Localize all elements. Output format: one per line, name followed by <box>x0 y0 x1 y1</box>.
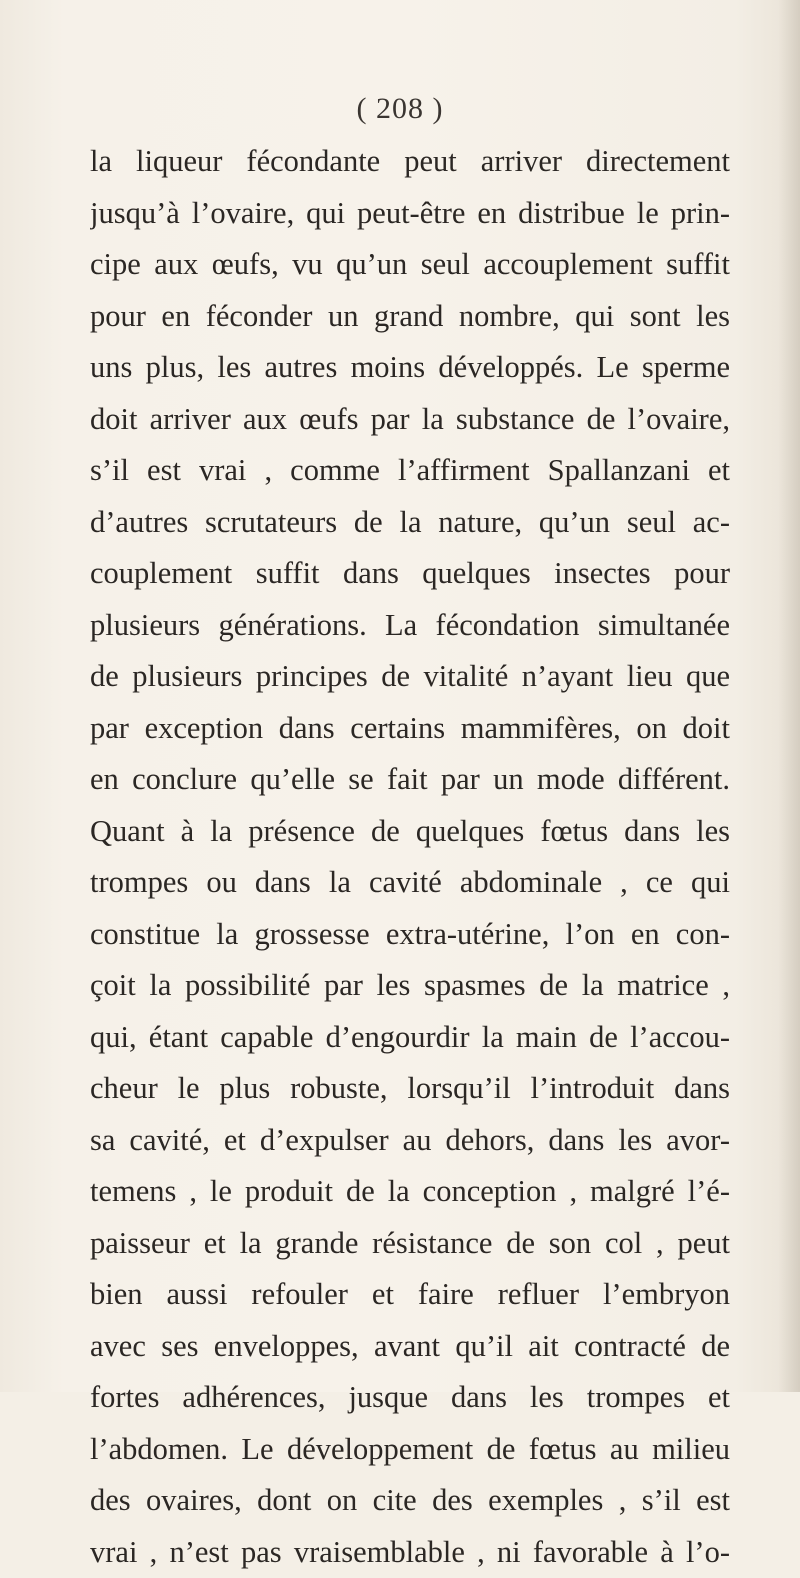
text-line: sa cavité, et d’expulser au dehors, dans les avor- <box>90 1115 730 1167</box>
text-line: paisseur et la grande résistance de son col , peut <box>90 1218 730 1270</box>
text-line: par exception dans certains mammifères, on doit <box>90 703 730 755</box>
text-line: d’autres scrutateurs de la nature, qu’un seul ac- <box>90 497 730 549</box>
text-line: fortes adhérences, jusque dans les trompes et <box>90 1372 730 1424</box>
text-line: couplement suffit dans quelques insectes pour <box>90 548 730 600</box>
body-text <box>90 136 730 1578</box>
text-line: des ovaires, dont on cite des exemples , s’il est <box>90 1475 730 1527</box>
text-line: temens , le produit de la conception , malgré l’é- <box>90 1166 730 1218</box>
text-line: pour en féconder un grand nombre, qui sont les <box>90 291 730 343</box>
text-line: avec ses enveloppes, avant qu’il ait contracté de <box>90 1321 730 1373</box>
page-number: ( 208 ) <box>0 92 800 126</box>
text-line: Quant à la présence de quelques fœtus dans les <box>90 806 730 858</box>
text-line: plusieurs générations. La fécondation simultanée <box>90 600 730 652</box>
text-line: de plusieurs principes de vitalité n’ayant lieu que <box>90 651 730 703</box>
text-line: la liqueur fécondante peut arriver directement <box>90 136 730 188</box>
text-line: constitue la grossesse extra-utérine, l’on en con- <box>90 909 730 961</box>
text-line: jusqu’à l’ovaire, qui peut-être en distribue le prin- <box>90 188 730 240</box>
text-line: çoit la possibilité par les spasmes de la matrice , <box>90 960 730 1012</box>
text-line: vrai , n’est pas vraisemblable , ni favorable à l’o- <box>90 1527 730 1578</box>
text-line: en conclure qu’elle se fait par un mode différent. <box>90 754 730 806</box>
text-line: l’abdomen. Le développement de fœtus au milieu <box>90 1424 730 1476</box>
text-line: cipe aux œufs, vu qu’un seul accouplement suffit <box>90 239 730 291</box>
text-line: uns plus, les autres moins développés. Le sperme <box>90 342 730 394</box>
text-line: s’il est vrai , comme l’affirment Spallanzani et <box>90 445 730 497</box>
text-line: bien aussi refouler et faire refluer l’embryon <box>90 1269 730 1321</box>
text-line: qui, étant capable d’engourdir la main de l’accou- <box>90 1012 730 1064</box>
text-line: doit arriver aux œufs par la substance de l’ovaire, <box>90 394 730 446</box>
page-edge-shadow <box>778 0 800 1392</box>
text-line: cheur le plus robuste, lorsqu’il l’introduit dans <box>90 1063 730 1115</box>
text-line: trompes ou dans la cavité abdominale , ce qui <box>90 857 730 909</box>
